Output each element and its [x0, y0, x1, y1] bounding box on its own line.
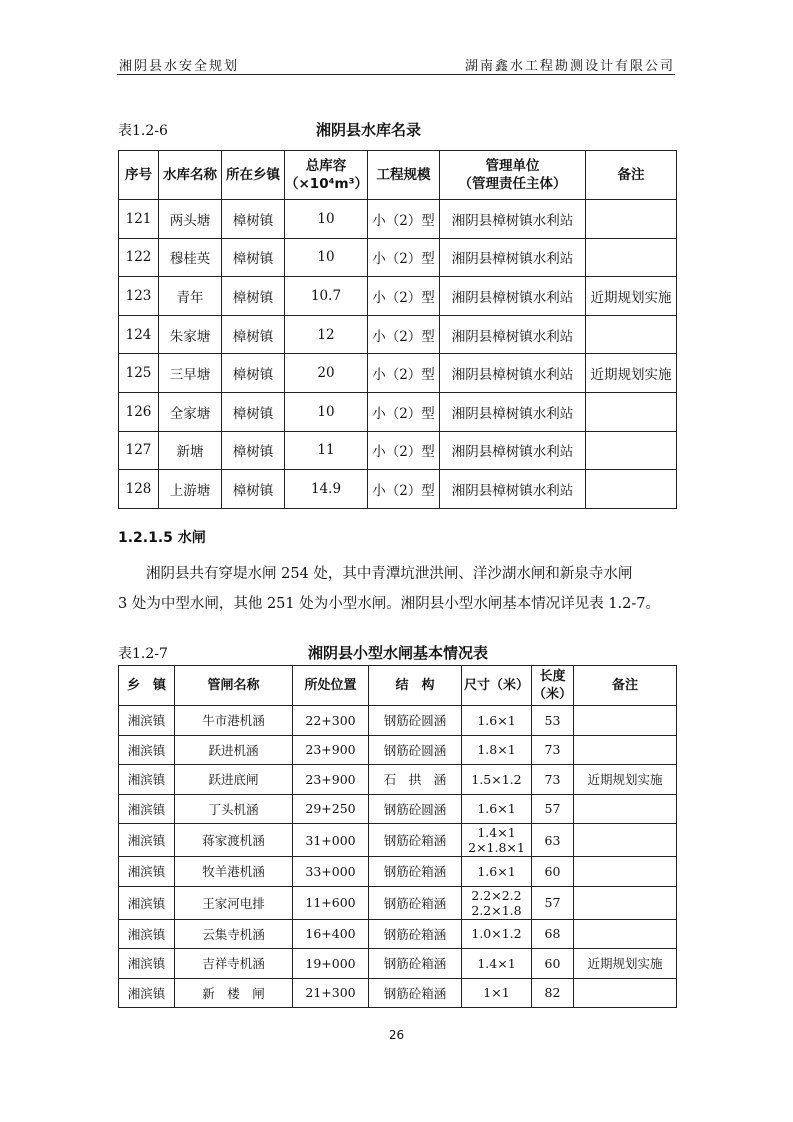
table-cell: 21+300 — [293, 978, 369, 1008]
table-header-row — [119, 151, 677, 200]
table-cell: 樟树镇 — [222, 470, 285, 509]
col-header: 工程规模 — [368, 151, 440, 200]
table-cell: 钢筋砼箱涵 — [369, 919, 462, 949]
table-cell: 31+000 — [293, 824, 369, 857]
table-row — [119, 919, 677, 949]
table-cell: 23+900 — [293, 735, 369, 765]
table-cell: 丁头机涵 — [175, 794, 293, 824]
table-cell: 湘阴县樟树镇水利站 — [440, 354, 586, 393]
table-cell: 湘阴县樟树镇水利站 — [440, 200, 586, 239]
table-cell: 全家塘 — [159, 392, 222, 431]
table-cell: 樟树镇 — [222, 238, 285, 277]
col-header-line: 长度 — [539, 668, 566, 684]
table-cell: 穆桂英 — [159, 238, 222, 277]
col-header-line: 管理单位 — [485, 158, 540, 174]
table2-number: 表1.2-7 — [118, 646, 168, 662]
col-header — [285, 151, 368, 200]
table-cell: 小（2）型 — [368, 392, 440, 431]
table-row — [119, 794, 677, 824]
table-cell: 湘阴县樟树镇水利站 — [440, 277, 586, 316]
table-cell: 湘滨镇 — [119, 706, 175, 736]
header-right: 湖南鑫水工程勘测设计有限公司 — [464, 59, 675, 74]
table-cell: 湘滨镇 — [119, 857, 175, 887]
table-cell: 两头塘 — [159, 200, 222, 239]
table-cell — [574, 824, 677, 857]
table-cell: 牛市港机涵 — [175, 706, 293, 736]
table-cell: 12 — [285, 315, 368, 354]
table-row — [119, 200, 677, 239]
size-line: 1.4×1 — [477, 825, 516, 840]
table-cell: 124 — [119, 315, 159, 354]
col-header — [440, 151, 586, 200]
table-cell — [574, 706, 677, 736]
table-cell: 钢筋砼箱涵 — [369, 978, 462, 1008]
table-row — [119, 886, 677, 919]
paragraph-line: 3 处为中型水闸，其他 251 处为小型水闸。湘阴县小型水闸基本情况详见表 1.2-7。 — [118, 596, 661, 612]
table-cell: 新 楼 闸 — [175, 978, 293, 1008]
table-row — [119, 824, 677, 857]
table-cell: 小（2）型 — [368, 470, 440, 509]
table-cell: 小（2）型 — [368, 200, 440, 239]
size-line: 2.2×1.8 — [471, 902, 522, 918]
table-row — [119, 857, 677, 887]
table-cell: 10 — [285, 200, 368, 239]
table-cell: 樟树镇 — [222, 431, 285, 470]
table-cell: 牧羊港机涵 — [175, 857, 293, 887]
table-cell — [586, 470, 677, 509]
table-cell: 湘滨镇 — [119, 919, 175, 949]
table-cell: 湘滨镇 — [119, 794, 175, 824]
table-cell — [586, 315, 677, 354]
table-cell: 湘阴县樟树镇水利站 — [440, 392, 586, 431]
col-header: 水库名称 — [159, 151, 222, 200]
table-cell: 近期规划实施 — [586, 354, 677, 393]
size-cell: 1.6×1 — [462, 794, 532, 824]
table-cell: 57 — [532, 794, 574, 824]
col-header: 序号 — [119, 151, 159, 200]
table-cell: 68 — [532, 919, 574, 949]
table-cell: 近期规划实施 — [574, 949, 677, 979]
table-cell: 跃进底闸 — [175, 765, 293, 795]
table-row — [119, 470, 677, 509]
col-header-line: （管理责任主体） — [458, 176, 567, 192]
table-cell: 125 — [119, 354, 159, 393]
table-row — [119, 238, 677, 277]
table-row — [119, 978, 677, 1008]
table2-title: 湘阴县小型水闸基本情况表 — [308, 644, 489, 662]
table-cell: 湘滨镇 — [119, 765, 175, 795]
table-cell: 11 — [285, 431, 368, 470]
table-cell: 湘滨镇 — [119, 735, 175, 765]
table-cell — [574, 978, 677, 1008]
table-cell — [574, 857, 677, 887]
table-cell: 小（2）型 — [368, 315, 440, 354]
col-header — [532, 666, 574, 706]
table-cell: 10.7 — [285, 277, 368, 316]
table2-caption — [118, 643, 489, 663]
table-cell: 湘阴县樟树镇水利站 — [440, 238, 586, 277]
table-cell: 73 — [532, 735, 574, 765]
size-cell: 1.5×1.2 — [462, 765, 532, 795]
table1-number: 表1.2-6 — [118, 123, 168, 139]
header-left: 湘阴县水安全规划 — [119, 59, 240, 74]
table-cell: 73 — [532, 765, 574, 795]
col-header: 尺寸（米） — [462, 666, 532, 706]
table-cell: 湘阴县樟树镇水利站 — [440, 315, 586, 354]
table-cell — [574, 919, 677, 949]
table-cell: 吉祥寺机涵 — [175, 949, 293, 979]
table-cell: 57 — [532, 886, 574, 919]
table-cell: 128 — [119, 470, 159, 509]
table-cell: 16+400 — [293, 919, 369, 949]
size-line: 2×1.8×1 — [468, 840, 525, 855]
table-row — [119, 354, 677, 393]
sluice-table — [118, 665, 677, 1008]
table-cell: 33+000 — [293, 857, 369, 887]
table-cell: 20 — [285, 354, 368, 393]
table-cell — [574, 886, 677, 919]
table-cell: 小（2）型 — [368, 238, 440, 277]
table-cell: 石 拱 涵 — [369, 765, 462, 795]
table-cell: 60 — [532, 857, 574, 887]
table-cell: 23+900 — [293, 765, 369, 795]
size-cell: 1.4×1 — [462, 949, 532, 979]
table-cell: 樟树镇 — [222, 315, 285, 354]
table-cell: 樟树镇 — [222, 354, 285, 393]
table-cell: 近期规划实施 — [586, 277, 677, 316]
table-cell: 123 — [119, 277, 159, 316]
paragraph-line: 湘阴县共有穿堤水闸 254 处，其中青潭坑泄洪闸、洋沙湖水闸和新泉寺水闸 — [146, 566, 633, 582]
table-cell: 樟树镇 — [222, 200, 285, 239]
table-cell: 樟树镇 — [222, 392, 285, 431]
table-cell: 127 — [119, 431, 159, 470]
col-header: 所处位置 — [293, 666, 369, 706]
size-cell: 1.6×1 — [462, 706, 532, 736]
table-cell: 122 — [119, 238, 159, 277]
table-cell: 钢筋砼箱涵 — [369, 857, 462, 887]
size-cell: 1.6×1 — [462, 857, 532, 887]
table-cell: 钢筋砼箱涵 — [369, 949, 462, 979]
table-cell: 樟树镇 — [222, 277, 285, 316]
table-cell: 11+600 — [293, 886, 369, 919]
table-cell: 小（2）型 — [368, 431, 440, 470]
table-cell: 10 — [285, 238, 368, 277]
table-cell: 钢筋砼圆涵 — [369, 794, 462, 824]
table-cell — [586, 238, 677, 277]
table-cell: 小（2）型 — [368, 354, 440, 393]
table-cell: 湘滨镇 — [119, 949, 175, 979]
table-cell — [574, 794, 677, 824]
col-header: 备注 — [586, 151, 677, 200]
section-heading: 1.2.1.5 水闸 — [118, 530, 206, 546]
size-cell: 1.0×1.2 — [462, 919, 532, 949]
table-cell: 湘滨镇 — [119, 886, 175, 919]
table-row — [119, 735, 677, 765]
table-cell: 新塘 — [159, 431, 222, 470]
table-cell: 60 — [532, 949, 574, 979]
table-cell: 53 — [532, 706, 574, 736]
table-cell: 湘滨镇 — [119, 824, 175, 857]
col-header: 所在乡镇 — [222, 151, 285, 200]
page-number: 26 — [388, 1028, 405, 1042]
table-cell: 10 — [285, 392, 368, 431]
table-cell — [586, 200, 677, 239]
table-cell: 蒋家渡机涵 — [175, 824, 293, 857]
table-row — [119, 765, 677, 795]
size-cell — [462, 886, 532, 919]
col-header: 管闸名称 — [175, 666, 293, 706]
table-cell: 14.9 — [285, 470, 368, 509]
table-row — [119, 706, 677, 736]
table-cell — [574, 735, 677, 765]
table-cell: 82 — [532, 978, 574, 1008]
table-cell — [586, 431, 677, 470]
table-row — [119, 392, 677, 431]
table-cell: 小（2）型 — [368, 277, 440, 316]
table-cell: 青年 — [159, 277, 222, 316]
table-row — [119, 277, 677, 316]
reservoir-table — [118, 150, 677, 509]
table-cell: 上游塘 — [159, 470, 222, 509]
col-header: 备注 — [574, 666, 677, 706]
table1-title: 湘阴县水库名录 — [316, 121, 422, 139]
body-paragraph — [118, 559, 676, 619]
table1-caption — [118, 120, 422, 140]
table-cell: 湘滨镇 — [119, 978, 175, 1008]
table-header-row — [119, 666, 677, 706]
col-header-line: （×10⁴m³） — [285, 176, 368, 192]
size-cell — [462, 824, 532, 857]
size-cell: 1×1 — [462, 978, 532, 1008]
size-line: 2.2×2.2 — [471, 887, 522, 903]
table-cell: 19+000 — [293, 949, 369, 979]
page-header — [117, 52, 675, 75]
table-cell: 126 — [119, 392, 159, 431]
table-cell: 云集寺机涵 — [175, 919, 293, 949]
table-cell: 钢筋砼圆涵 — [369, 706, 462, 736]
table-cell: 钢筋砼箱涵 — [369, 886, 462, 919]
col-header-line: （米） — [532, 686, 572, 702]
table-cell: 湘阴县樟树镇水利站 — [440, 470, 586, 509]
table-cell: 朱家塘 — [159, 315, 222, 354]
table-cell: 钢筋砼圆涵 — [369, 735, 462, 765]
table-row — [119, 315, 677, 354]
table-cell: 三早塘 — [159, 354, 222, 393]
col-header-line: 总库容 — [305, 158, 347, 174]
table-cell: 22+300 — [293, 706, 369, 736]
table-cell: 63 — [532, 824, 574, 857]
table-cell: 29+250 — [293, 794, 369, 824]
table-row — [119, 949, 677, 979]
col-header: 乡 镇 — [119, 666, 175, 706]
table-cell: 121 — [119, 200, 159, 239]
table-row — [119, 431, 677, 470]
table-cell — [586, 392, 677, 431]
size-cell: 1.8×1 — [462, 735, 532, 765]
table-cell: 湘阴县樟树镇水利站 — [440, 431, 586, 470]
table-cell: 钢筋砼箱涵 — [369, 824, 462, 857]
table-cell: 近期规划实施 — [574, 765, 677, 795]
table-cell: 跃进机涵 — [175, 735, 293, 765]
col-header: 结 构 — [369, 666, 462, 706]
table-cell: 王家河电排 — [175, 886, 293, 919]
